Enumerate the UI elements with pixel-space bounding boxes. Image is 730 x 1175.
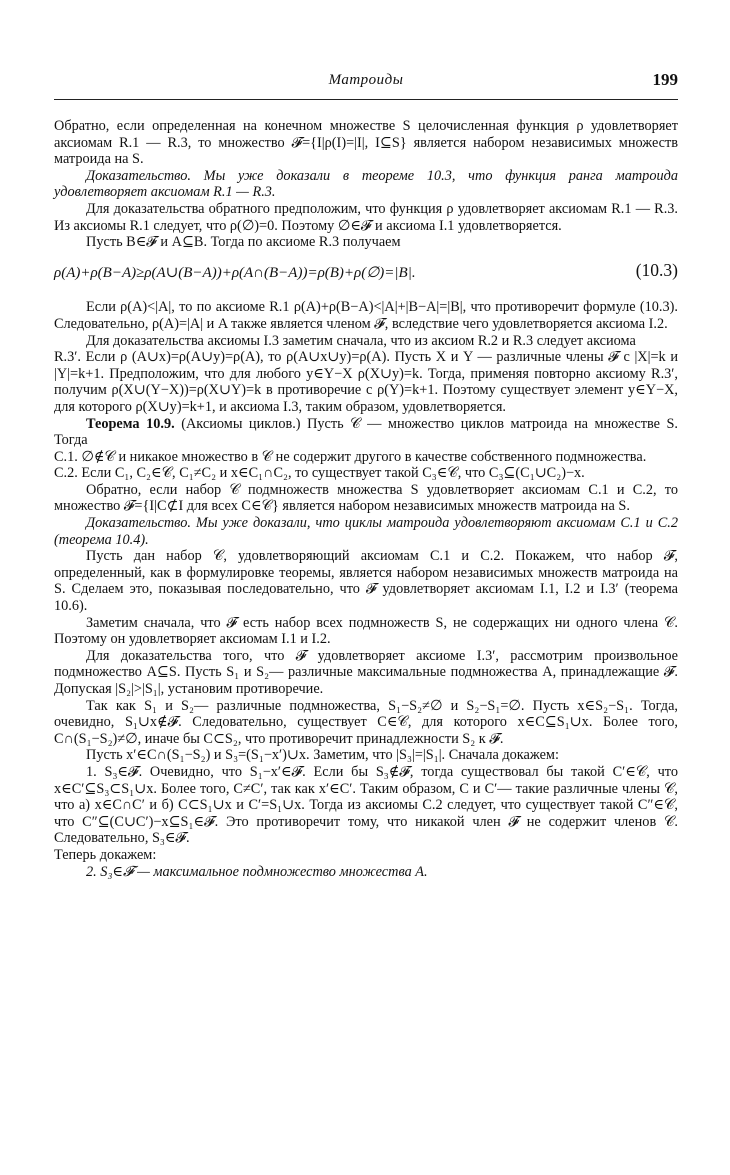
page-header <box>54 72 678 100</box>
paragraph: Обратно, если определенная на конечном множестве S целочисленная функция ρ удовлетворяет аксиомам R.1 — R.3, то множество 𝓕={I|ρ(I)=|I|, I⊆S} является набором независимых множеств матроида на S. <box>54 118 678 168</box>
page-body <box>54 118 678 880</box>
paragraph-proof: Доказательство. Мы уже доказали, что циклы матроида удовлетворяют аксиомам C.1 и C.2 (теорема 10.4). <box>54 515 678 548</box>
equation-number: (10.3) <box>635 259 678 280</box>
display-formula <box>54 259 678 282</box>
formula-text: ρ(A)+ρ(B−A)≥ρ(A∪(B−A))+ρ(A∩(B−A))=ρ(B)+ρ(∅)=|B|. <box>54 264 416 281</box>
running-title: Матроиды <box>328 72 404 88</box>
theorem-text: (Аксиомы циклов.) Пусть 𝒞 — множество циклов матроида на множестве S. Тогда <box>54 415 678 449</box>
paragraph: Если ρ(A)<|A|, то по аксиоме R.1 ρ(A)+ρ(B−A)<|A|+|B−A|=|B|, что противоречит формуле (10.3). Следовательно, ρ(A)=|A| и A также является членом 𝓕, вследствие чего удовлетворяется аксиома I.2. <box>54 299 678 332</box>
paragraph: Для доказательства аксиомы I.3 заметим сначала, что из аксиом R.2 и R.3 следует аксиома <box>86 332 636 349</box>
paragraph: Обратно, если набор 𝒞 подмножеств множества S удовлетворяет аксиомам C.1 и C.2, то множество 𝓕={I|C⊄I для всех C∈𝒞} является набором независимых множеств матроида на S. <box>54 481 678 515</box>
paragraph: Пусть дан набор 𝒞, удовлетворяющий аксиомам C.1 и C.2. Покажем, что набор 𝓕, определенный, как в формулировке теоремы, является набором независимых множеств матроида на S. Сделаем это, показывая последовательно, что 𝓕 удовлетворяет аксиомам I.1, I.2 и I.3′ (теорема 10.6). <box>54 548 678 615</box>
paragraph: R.3′. Если ρ (A∪x)=ρ(A∪y)=ρ(A), то ρ(A∪x∪y)=ρ(A). Пусть X и Y — различные члены 𝓕 с |X|=k и |Y|=k+1. Предположим, что для любого y∈Y−X ρ(X∪y)=k. Тогда, применяя повторно аксиому R.3′, получим ρ(X∪(Y−X))=ρ(X∪Y)=k в противоречие с ρ(Y)=k+1. Поэтому существует элемент y∈Y−X, для которого ρ(X∪y)=k+1, и аксиома I.3, таким образом, удовлетворяется. <box>54 349 678 415</box>
axiom-c2: C.2. Если C₁, C₂∈𝒞, C₁≠C₂ и x∈C₁∩C₂, то существует такой C₃∈𝒞, что C₃⊆(C₁∪C₂)−x. <box>54 465 585 482</box>
proof-step-1: 1. S₃∈𝓕. Очевидно, что S₁−x′∈𝓕. Если бы S₃∉𝓕, тогда существовал бы такой C′∈𝒞, что x∈C′⊆S₃⊂S₁∪x. Более того, C≠C′, так как x′∈C′. Таким образом, C и C′— такие различные члены 𝒞, что а) x∈C∩C′ и б) C⊂S₁∪x и C′=S₁∪x. Тогда из аксиомы C.2 следует, что существует такой C″∈𝒞, что C″⊆(C∪C′)−x⊆S₁∈𝓕. Это противоречит тому, что никакой член 𝓕 не содержит членов 𝒞. Следовательно, S₃∈𝓕. <box>54 763 678 847</box>
paragraph: Для доказательства того, что 𝓕 удовлетворяет аксиоме I.3′, рассмотрим произвольное подмножество A⊆S. Пусть S₁ и S₂— различные максимальные подмножества A, принадлежащие 𝓕. Допуская |S₂|>|S₁|, установим противоречие. <box>54 647 678 697</box>
axiom-c1: C.1. ∅∉𝒞 и никакое множество в 𝒞 не содержит другого в качестве собственного подмножества. <box>54 448 647 465</box>
header-rule <box>54 99 678 100</box>
theorem <box>54 416 678 449</box>
paragraph: Так как S₁ и S₂— различные подмножества, S₁−S₂≠∅ и S₂−S₁=∅. Пусть x∈S₂−S₁. Тогда, очевидно, S₁∪x∉𝓕. Следовательно, существует C∈𝒞, для которого x∈C⊆S₁∪x. Более того, C∩(S₁−S₂)≠∅, иначе бы C⊂S₂, что противоречит принадлежности S₂ к 𝓕. <box>54 697 678 747</box>
paragraph: Пусть B∈𝓕 и A⊆B. Тогда по аксиоме R.3 получаем <box>86 234 401 251</box>
paragraph: Теперь докажем: <box>54 846 157 863</box>
paragraph-proof: Доказательство. Мы уже доказали в теореме 10.3, что функция ранга матроида удовлетворяет аксиомам R.1 — R.3. <box>54 167 678 201</box>
theorem-label: Теорема 10.9. <box>86 415 175 432</box>
page-number: 199 <box>652 70 678 89</box>
proof-step-2: 2. S₃∈𝓕 — максимальное подмножество множества A. <box>86 863 428 880</box>
paragraph: Для доказательства обратного предположим, что функция ρ удовлетворяет аксиомам R.1 — R.3. Из аксиомы R.1 следует, что ρ(∅)=0. Поэтому ∅∈𝓕 и аксиома I.1 удовлетворяется. <box>54 200 678 234</box>
paragraph: Заметим сначала, что 𝓕 есть набор всех подмножеств S, не содержащих ни одного члена 𝒞. Поэтому он удовлетворяет аксиомам I.1 и I.2. <box>54 614 678 648</box>
paragraph: Пусть x′∈C∩(S₁−S₂) и S₃=(S₁−x′)∪x. Заметим, что |S₃|=|S₁|. Сначала докажем: <box>86 747 559 764</box>
